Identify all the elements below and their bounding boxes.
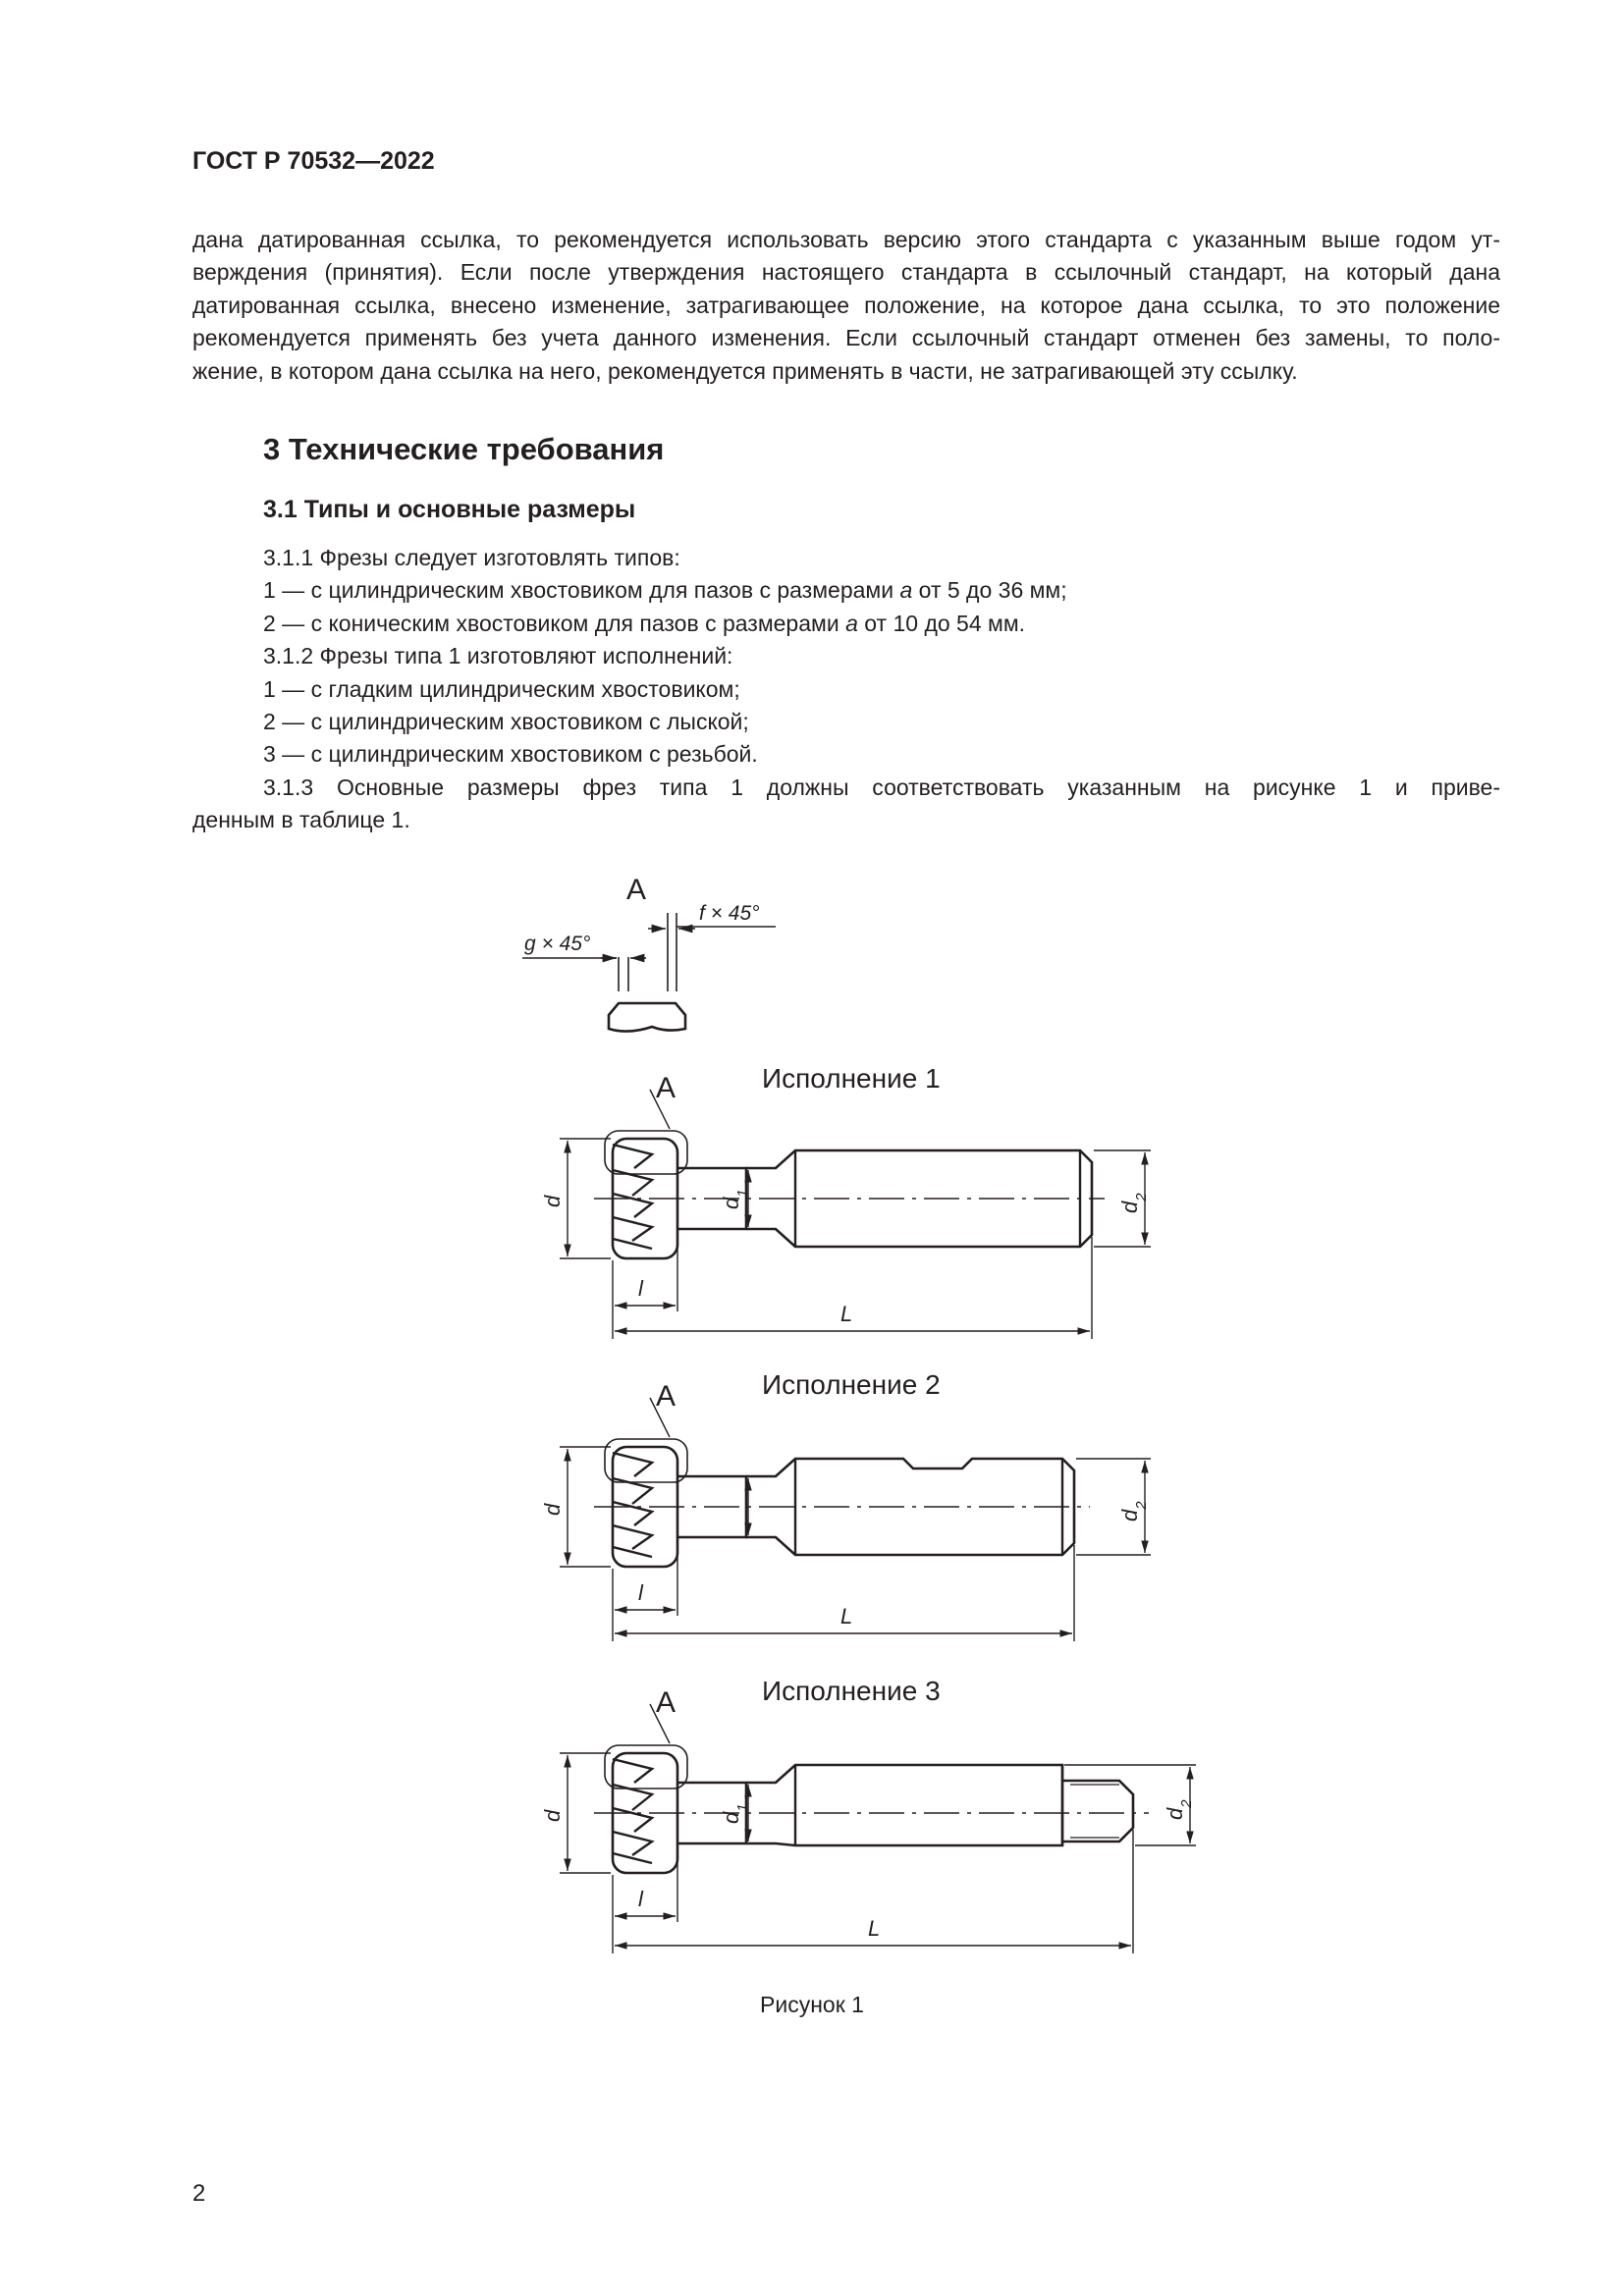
variant-3-d1-label: $d_1$ — [719, 1803, 751, 1824]
variant-1-l-label: l — [638, 1276, 643, 1301]
intro-line: жение, в котором дана ссылка на него, рекомендуется применять в части, не затрагивающей эту ссылку. — [192, 357, 1298, 384]
section-title: 3 Технические требования — [263, 432, 665, 466]
variant-3-l-label: l — [638, 1887, 643, 1911]
detail-a — [522, 874, 776, 1032]
intro-line: датированная ссылка, внесено изменение, затрагивающее положение, на которое дана ссылка, то это положение — [192, 292, 1500, 318]
g-chamfer-label: g × 45° — [524, 933, 591, 955]
variant-1-d2-label: $d_2$ — [1117, 1193, 1150, 1213]
body-line: денным в таблице 1. — [192, 807, 410, 833]
body-line: 2 — с коническим хвостовиком для пазов с размерами a от 10 до 54 мм. — [263, 610, 1026, 636]
variant-3-title: Исполнение 3 — [762, 1676, 941, 1706]
intro-line: дана датированная ссылка, то рекомендуется использовать версию этого стандарта с указанным выше годом ут- — [192, 227, 1500, 252]
document-id: ГОСТ Р 70532—2022 — [192, 147, 435, 175]
intro-line: верждения (принятия). Если после утверждения настоящего стандарта в ссылочный стандарт, на который дана — [192, 259, 1500, 286]
variant-3-d2-label: $d_2$ — [1163, 1799, 1195, 1820]
variant-1-view-label: A — [656, 1072, 677, 1104]
detail-a-label: A — [626, 874, 647, 906]
variant-2-drawing — [540, 1369, 1151, 1641]
variant-1-d1-label: $d_1$ — [719, 1189, 751, 1209]
variant-3-view-label: A — [656, 1686, 677, 1719]
body-line: 2 — с цилиндрическим хвостовиком с лыской; — [263, 709, 749, 735]
variant-1-L-label: L — [840, 1302, 853, 1326]
figure-caption: Рисунок 1 — [760, 1992, 864, 2017]
body-line: 1 — с цилиндрическим хвостовиком для пазов с размерами a от 5 до 36 мм; — [263, 577, 1067, 604]
body-line: 1 — с гладким цилиндрическим хвостовиком; — [263, 675, 740, 702]
page-number: 2 — [192, 2180, 206, 2207]
body-line: 3.1.3 Основные размеры фрез типа 1 должны соответствовать указанным на рисунке 1 и приве- — [263, 774, 1500, 800]
variant-1-title: Исполнение 1 — [762, 1063, 941, 1094]
variant-2-l-label: l — [638, 1580, 643, 1605]
variant-1-d-label: d — [540, 1195, 565, 1207]
intro-line: рекомендуется применять без учета данного изменения. Если ссылочный стандарт отменен без замены, то поло- — [192, 325, 1500, 351]
variant-2-d2-label: $d_2$ — [1117, 1501, 1150, 1522]
variant-3-d-label: d — [540, 1809, 565, 1822]
variant-2-title: Исполнение 2 — [762, 1369, 941, 1400]
f-chamfer-label: f × 45° — [699, 902, 760, 925]
variant-2-L-label: L — [840, 1604, 853, 1629]
body-line: 3 — с цилиндрическим хвостовиком с резьбой. — [263, 741, 758, 768]
body-line: 3.1.1 Фрезы следует изготовлять типов: — [263, 545, 680, 570]
subsection-title: 3.1 Типы и основные размеры — [263, 496, 636, 523]
variant-1-drawing — [540, 1063, 1151, 1339]
variant-2-view-label: A — [656, 1380, 677, 1413]
variant-3-drawing — [540, 1676, 1196, 1953]
variant-3-L-label: L — [868, 1916, 881, 1941]
body-line: 3.1.2 Фрезы типа 1 изготовляют исполнений: — [263, 643, 733, 669]
variant-2-d-label: d — [540, 1503, 565, 1516]
